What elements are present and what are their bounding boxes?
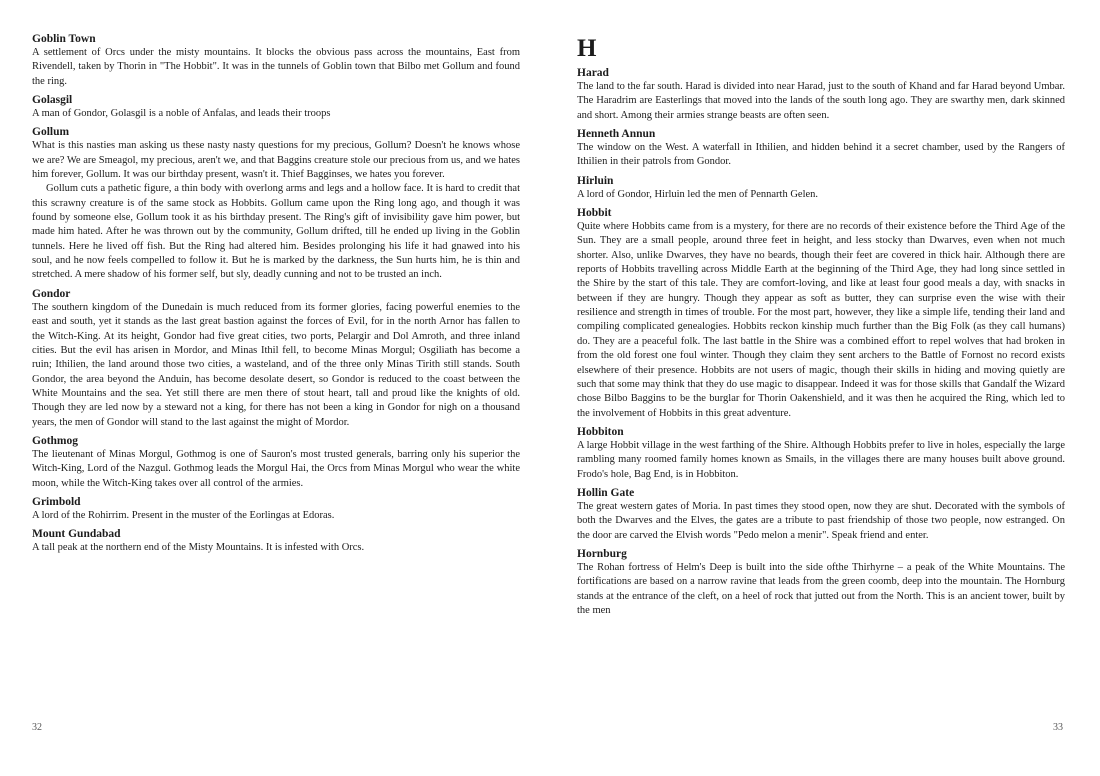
entry-grimbold [32, 495, 520, 523]
entry-term: Hobbiton [577, 425, 624, 438]
entry-henneth-annun [577, 127, 1065, 170]
left-page [32, 32, 520, 556]
entry-paragraph: The window on the West. A waterfall in Ithilien, and hidden behind it a secret chamber, used by the Rangers of Ithilien in their patrols from Gondor. [577, 142, 1065, 168]
entry-hobbit [577, 206, 1065, 421]
entry-term: Gollum [32, 126, 70, 139]
entry-term: Gondor [32, 287, 71, 300]
entry-term: Hobbit [577, 207, 612, 220]
page-number-right: 33 [1053, 722, 1063, 733]
entry-paragraph: A lord of the Rohirrim. Present in the muster of the Eorlingas at Edoras. [32, 509, 335, 521]
entry-harad [577, 66, 1065, 123]
entry-paragraph: A settlement of Orcs under the misty mountains. It blocks the obvious pass across the mountains, East from Rivendell, taken by Thorin in "The Hobbit". It was in the tunnels of Goblin town that Bilbo met Gollum and found the ring. [32, 47, 520, 87]
entry-term: Gothmog [32, 434, 78, 447]
entry-hollin-gate [577, 486, 1065, 543]
entry-paragraph: The great western gates of Moria. In past times they stood open, now they are shut. Decorated with the symbols of both the Dwarves and the Elves, the gates are a tribute to past friendship of those two people, now estranged. On the door are carved the Elvish words "Pedo melon a menir". Speak friend and enter. [577, 500, 1065, 541]
entry-paragraph: Gollum cuts a pathetic figure, a thin body with overlong arms and legs and a hollow face. It is hard to credit that this scrawny creature is of the same stock as Hobbits. Gollum came upon the Ring long ago, and though it was found by someone else, Gollum took it as his birthday present. The Ring's gift of invisibility gave him power, but made him hated. After he was thrown out by the community, Gollum drifted, till he ended up living in the Goblin tunnels. Here he lived off fish. But the Ring had altered him. Besides prolonging his life it had gnawed into his soul, and he now feels compelled to follow it. But he is marked by the darkness, the Sun hurts him, he is thin and stretched. A mere shadow of his former self, but sly, deadly cunning and not to be trusted an inch. [32, 183, 520, 281]
entry-term: Golasgil [32, 94, 73, 107]
entry-term: Hornburg [577, 547, 627, 560]
entry-hobbiton [577, 425, 1065, 482]
entry-paragraph: A tall peak at the northern end of the Misty Mountains. It is infested with Orcs. [32, 542, 365, 554]
entry-paragraph: A man of Gondor, Golasgil is a noble of Anfalas, and leads their troops [32, 108, 331, 120]
entry-gondor [32, 287, 520, 430]
entry-paragraph: The land to the far south. Harad is divided into near Harad, just to the south of Khand and far Harad beyond Umbar. The Haradrim are Easterlings that moved into the lands of the south long ago. They are swarthy men, dark skinned and short. Among their armies strange beasts are often seen. [577, 81, 1065, 121]
entry-paragraph: Quite where Hobbits came from is a mystery, for there are no records of their existence before the Third Age of the Sun. They are a small people, around three feet in height, and less stocky than Dwarves, even when not much shorter. Also, unlike Dwarves, they have no beards, though their feet are covered in thick hair. Although there are reports of Hobbits travelling across Middle Earth at the beginning of the Third Age, they had long since settled in the Shire by the start of this tale. They are comfort-loving, and like at least four good meals a day, with snacks in between if they are hungry. Though they appear as soft as butter, they can surprise even the wise with their resilience and strength in times of trouble. For the most part, however, they like a simple life, tending their land and compiling complicated genealogies. Hobbits reckon kinship much further than the Big Folk (as they call humans) do. They are a peaceful folk. The last battle in the Shire was a combined effort to repel wolves that had broken in from the old forest one foul winter. Though they claim they sent archers to the Battle of Fornost no record exists elsewhere of their presence. Hobbits are not users of magic, though their skills in hiding and moving quietly are such that some may think that they do use magic to disappear. Indeed it was for those skills that Gandalf the Wizard chose Bilbo Baggins to be the burglar for Thorin Oakenshield, and it was then he acquired the Ring, which led to the involvement of Hobbits in this great adventure. [577, 221, 1065, 419]
entry-term: Harad [577, 67, 609, 79]
entry-term: Henneth Annun [577, 128, 656, 141]
page-number-left: 32 [32, 722, 42, 733]
entry-paragraph: A lord of Gondor, Hirluin led the men of Pennarth Gelen. [577, 188, 819, 200]
entry-mount-gundabad [32, 527, 520, 555]
entry-paragraph: The Rohan fortress of Helm's Deep is built into the side ofthe Thirhyrne – a peak of the White Mountains. The fortifications are based on a narrow ravine that leads from the green coomb, deep into the mountain. The Hornburg stands at the entrance of the cleft, on a heel of rock that jutted out from the North. This is an ancient tower, built by the men [577, 561, 1065, 616]
entry-paragraph: The southern kingdom of the Dunedain is much reduced from its former glories, facing powerful enemies to the east and south, yet it stands as the last great bastion against the forces of Evil, for in the north Arnor has fallen to the Witch-King. At its height, Gondor had five great cities, two ports, Pelargir and Dol Amroth, and three inland cities. But the evil has arisen in Mordor, and Minas Ithil fell, to become Minas Morgul; Osgiliath has become a ruin; Ithilien, the land around those two cities, a wasteland, and of the three only Minas Tirith still stands. South Gondor, the area beyond the Anduin, has become desolate desert, so Gondor is reduced to the coast between the White Mountains and the sea. Yet still there are men there of stout heart, tall and proud like the knights of old. Though they are led now by a steward not a king, for there has not been a king in Gondor for nigh on a thousand years, the men of Gondor will stand to the last against the might of Mordor. [32, 301, 520, 428]
entry-golasgil [32, 93, 520, 121]
entry-paragraph: A large Hobbit village in the west farthing of the Shire. Although Hobbits prefer to live in holes, especially the large rambling many roomed family homes known as Smails, in the villages there are many houses built above ground. Frodo's hole, Bag End, is in Hobbiton. [577, 439, 1065, 480]
right-page [577, 32, 1065, 618]
entry-goblin-town [32, 32, 520, 89]
entry-hornburg [577, 547, 1065, 618]
entry-gothmog [32, 434, 520, 491]
entry-paragraph: What is this nasties man asking us these nasty nasty questions for my precious, Gollum? Doesn't he knows whose we are? We are Smeagol, my precious, aren't we, and that Baggins creature stole our precious from us, and we hates him forever, Gollum. It was our birthday present, wasn't it. Thief Bagginses, we hates you forever. [32, 140, 520, 181]
entry-paragraph: The lieutenant of Minas Morgul, Gothmog is one of Sauron's most trusted generals, barring only his superior the Witch-King, Lord of the Nazgul. Gothmog leads the Morgul Hai, the Orcs from Minas Morgul who wear the white moon, while the Witch-King takes over all control of the armies. [32, 448, 520, 489]
entry-term: Hollin Gate [577, 486, 635, 499]
entry-term: Grimbold [32, 495, 81, 508]
section-letter: H [577, 35, 597, 62]
entry-term: Mount Gundabad [32, 528, 121, 541]
entry-term: Hirluin [577, 174, 614, 187]
entry-gollum [32, 125, 520, 282]
entry-hirluin [577, 174, 1065, 202]
entry-term: Goblin Town [32, 33, 96, 45]
